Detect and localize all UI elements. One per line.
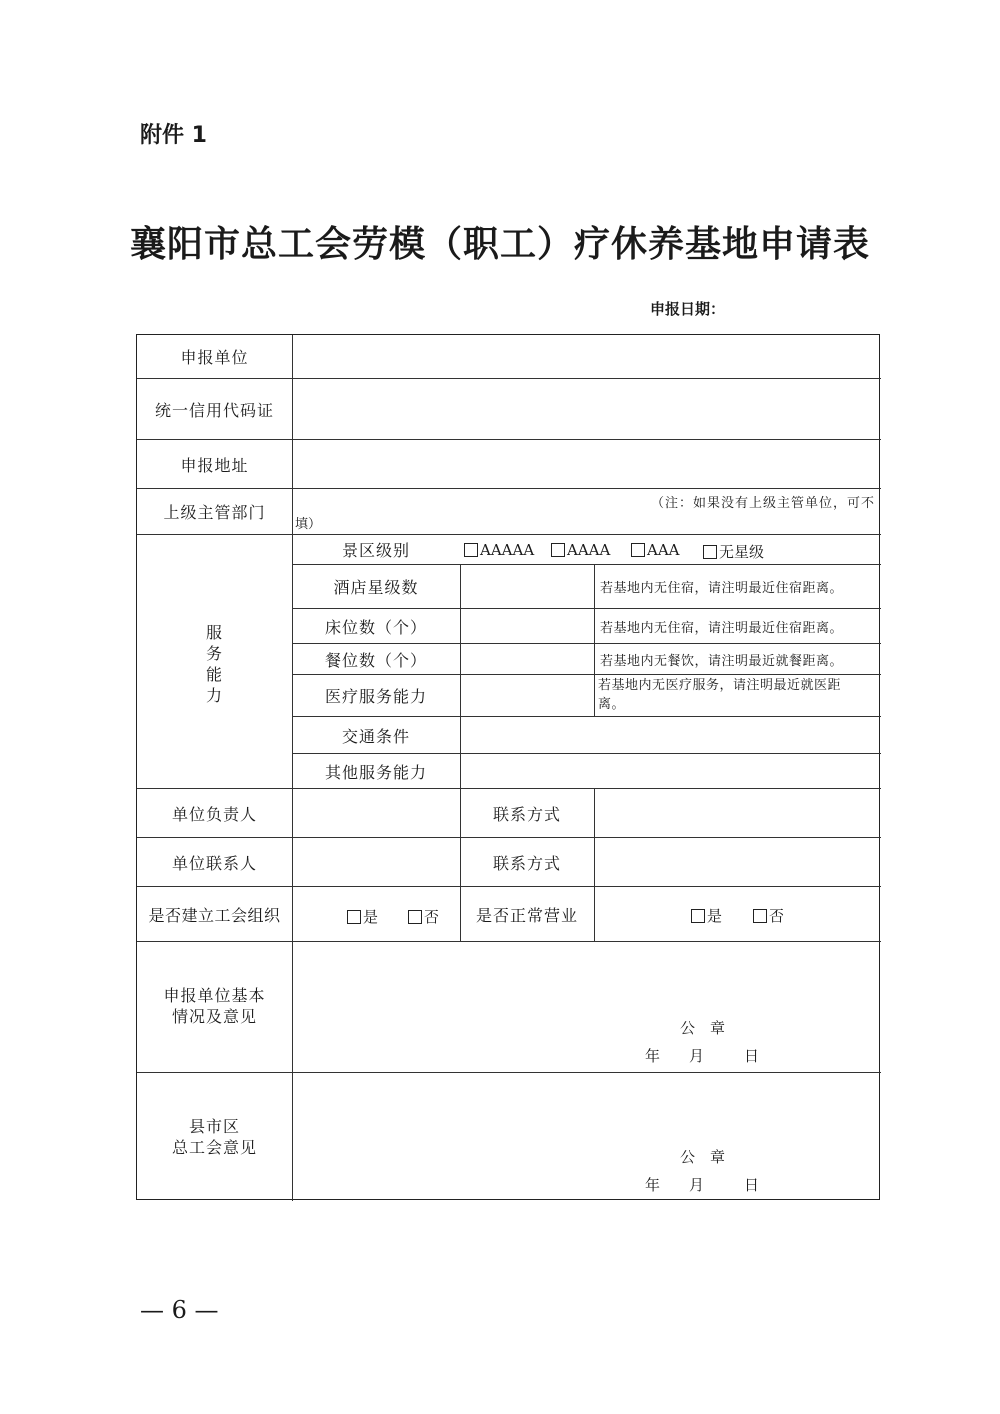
unit-month-label: 月 [689, 1047, 705, 1065]
medical-label: 医疗服务能力 [324, 687, 427, 706]
union-yes-label: 是 [363, 908, 379, 926]
scenic-option-3a-label: AAA [647, 541, 680, 559]
checkbox-icon [691, 909, 705, 923]
credit-code-label: 统一信用代码证 [154, 400, 274, 420]
supervisor-label: 上级主管部门 [163, 503, 266, 522]
beds-label: 床位数（个） [324, 617, 427, 637]
normal-business-label: 是否正常营业 [475, 905, 578, 925]
union-yes-option[interactable] [347, 906, 378, 927]
county-year-label: 年 [645, 1176, 661, 1194]
hotel-stars-field[interactable] [462, 565, 593, 608]
union-established-label: 是否建立工会组织 [148, 905, 281, 925]
checkbox-icon [347, 910, 361, 924]
other-services-field[interactable] [462, 754, 880, 788]
business-yes-label: 是 [707, 907, 723, 925]
dining-field[interactable] [462, 644, 593, 674]
unit-opinion-label [137, 985, 292, 1027]
applicant-unit-label: 申报单位 [180, 348, 249, 367]
contact-method-field-2[interactable] [596, 838, 880, 886]
page-number: — 6 — [140, 1296, 219, 1324]
scenic-option-none-label: 无星级 [719, 543, 765, 561]
unit-day-label: 日 [744, 1047, 760, 1065]
unit-head-field[interactable] [294, 789, 459, 837]
scenic-option-none[interactable] [703, 541, 764, 562]
supervisor-note-continued: 填） [295, 517, 322, 532]
county-month-label: 月 [689, 1176, 705, 1194]
union-no-label: 否 [424, 908, 440, 926]
credit-code-field[interactable] [294, 379, 879, 439]
report-date-label: 申报日期： [650, 300, 726, 318]
union-no-option[interactable] [408, 906, 439, 927]
checkbox-icon [631, 543, 645, 557]
medical-field[interactable] [462, 675, 593, 716]
beds-field[interactable] [462, 609, 593, 643]
contact-method-label-1: 联系方式 [492, 804, 561, 824]
address-label: 申报地址 [180, 455, 249, 475]
medical-note [598, 676, 880, 714]
checkbox-icon [703, 545, 717, 559]
application-form-table [136, 334, 880, 1200]
business-yes-option[interactable] [691, 905, 722, 926]
scenic-option-5a-label: AAAAA [480, 541, 535, 559]
unit-head-label: 单位负责人 [171, 804, 257, 824]
traffic-field[interactable] [462, 717, 880, 753]
traffic-label: 交通条件 [341, 726, 410, 746]
county-opinion-line1: 县市区 [188, 1117, 240, 1136]
hotel-note: 若基地内无住宿，请注明最近住宿距离。 [600, 581, 844, 596]
contact-method-field-1[interactable] [596, 789, 880, 837]
dining-label: 餐位数（个） [324, 650, 427, 670]
county-opinion-label [137, 1116, 292, 1158]
other-services-label: 其他服务能力 [324, 762, 427, 782]
unit-contact-label: 单位联系人 [171, 853, 257, 873]
county-seal-label: 公 章 [680, 1148, 726, 1166]
applicant-unit-field[interactable] [294, 335, 879, 378]
supervisor-field[interactable] [294, 489, 879, 534]
scenic-level-label: 景区级别 [341, 541, 410, 560]
supervisor-note: （注：如果没有上级主管单位，可不 [650, 496, 875, 511]
county-opinion-field[interactable] [294, 1073, 879, 1199]
contact-method-label-2: 联系方式 [492, 853, 561, 873]
scenic-option-5a[interactable] [464, 541, 534, 559]
unit-seal-label: 公 章 [680, 1019, 726, 1037]
county-opinion-line2: 总工会意见 [171, 1138, 257, 1157]
dining-note: 若基地内无餐饮，请注明最近就餐距离。 [600, 653, 844, 669]
service-capacity-text: 服务能力 [205, 623, 222, 705]
scenic-option-3a[interactable] [631, 541, 680, 559]
unit-opinion-line1: 申报单位基本 [163, 986, 266, 1005]
unit-opinion-field[interactable] [294, 942, 879, 1072]
attachment-label: 附件 1 [140, 123, 207, 148]
beds-note: 若基地内无住宿，请注明最近住宿距离。 [600, 620, 844, 636]
address-field[interactable] [294, 440, 879, 488]
scenic-option-4a-label: AAAA [567, 541, 611, 559]
medical-note-line1: 若基地内无医疗服务，请注明最近就医距 [598, 678, 842, 693]
checkbox-icon [408, 910, 422, 924]
checkbox-icon [753, 909, 767, 923]
unit-contact-field[interactable] [294, 838, 459, 886]
hotel-stars-label: 酒店星级数 [333, 578, 419, 597]
unit-year-label: 年 [645, 1047, 661, 1065]
checkbox-icon [464, 543, 478, 557]
business-no-option[interactable] [753, 905, 784, 926]
county-day-label: 日 [744, 1176, 760, 1194]
scenic-option-4a[interactable] [551, 541, 610, 559]
business-no-label: 否 [769, 907, 785, 925]
medical-note-line2: 离。 [598, 697, 626, 712]
service-capacity-label [204, 622, 224, 706]
checkbox-icon [551, 543, 565, 557]
form-title: 襄阳市总工会劳模（职工）疗休养基地申请表 [129, 223, 870, 265]
unit-opinion-line2: 情况及意见 [171, 1007, 257, 1026]
